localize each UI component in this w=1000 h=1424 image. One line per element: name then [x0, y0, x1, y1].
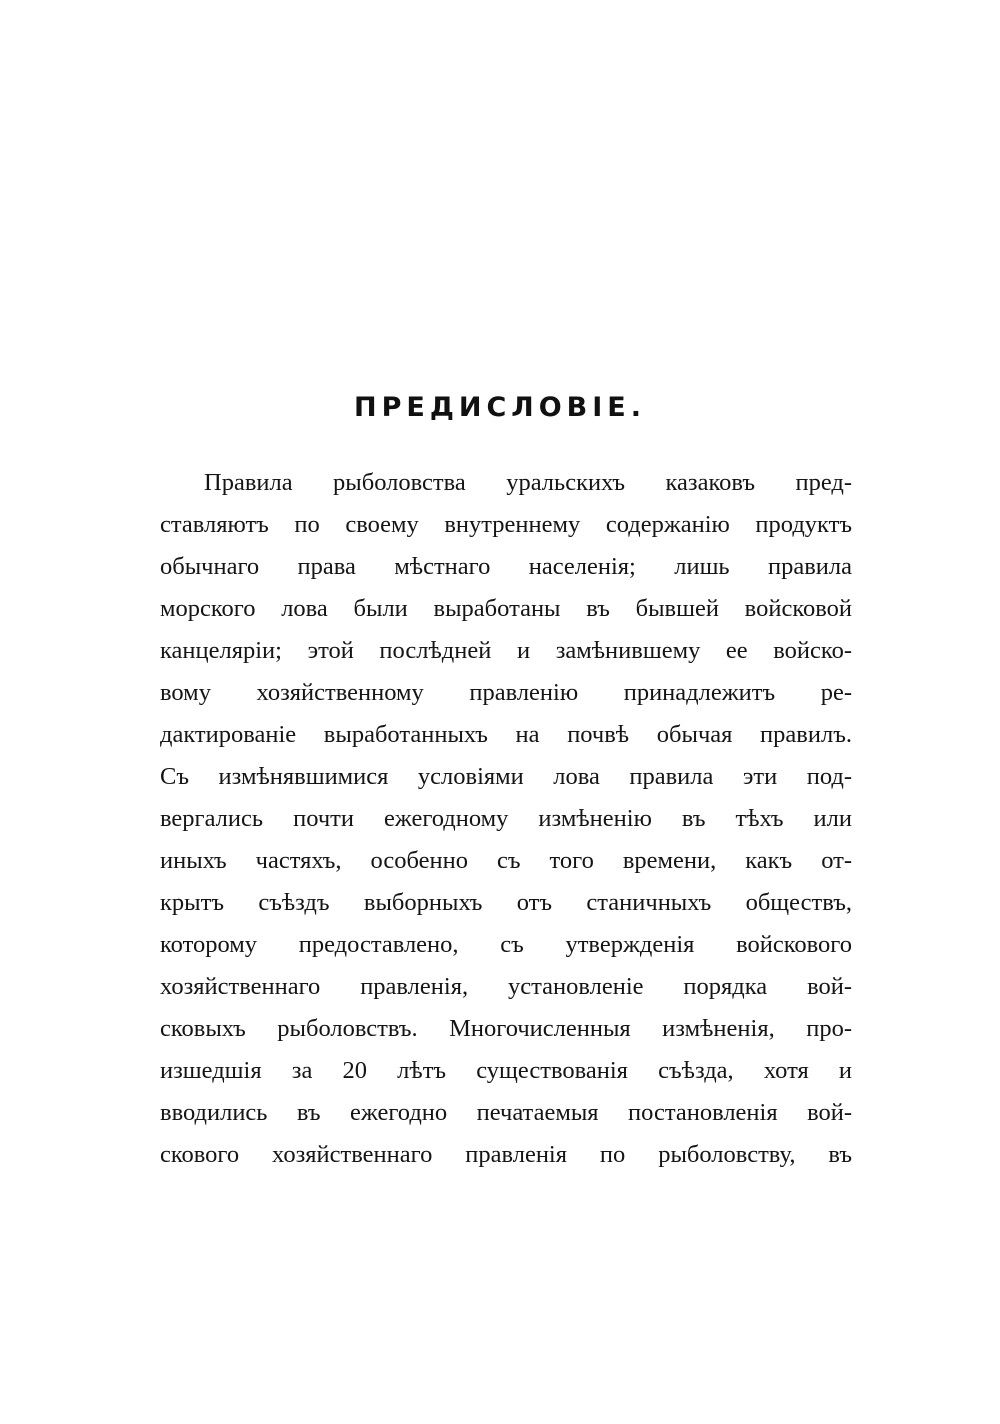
- text-line: хозяйственнаго правленія, установленіе порядка вой-: [160, 973, 852, 1000]
- text-line: ставляютъ по своему внутреннему содержанію продуктъ: [160, 511, 852, 538]
- page-title: ПРЕДИСЛОВІЕ.: [354, 392, 646, 423]
- preface-text: [160, 462, 852, 1176]
- text-line: скового хозяйственнаго правленія по рыболовству, въ: [160, 1141, 852, 1168]
- text-line: морского лова были выработаны въ бывшей войсковой: [160, 595, 852, 622]
- text-line: канцеляріи; этой послѣдней и замѣнившему ее войско-: [160, 637, 852, 664]
- text-line: изшедшія за 20 лѣтъ существованія съѣзда, хотя и: [160, 1057, 852, 1084]
- text-line: вводились въ ежегодно печатаемыя постановленія вой-: [160, 1099, 852, 1126]
- text-line: Съ измѣнявшимися условіями лова правила эти под-: [160, 763, 852, 790]
- text-line: сковыхъ рыболовствъ. Многочисленныя измѣненія, про-: [160, 1015, 852, 1042]
- text-line: которому предоставлено, съ утвержденія войскового: [160, 931, 852, 958]
- text-line: обычнаго права мѣстнаго населенія; лишь правила: [160, 553, 852, 580]
- text-line: Правила рыболовства уральскихъ казаковъ пред-: [204, 469, 852, 496]
- text-line: крытъ съѣздъ выборныхъ отъ станичныхъ обществъ,: [160, 889, 852, 916]
- text-line: вому хозяйственному правленію принадлежитъ ре-: [160, 679, 852, 706]
- text-line: иныхъ частяхъ, особенно съ того времени, какъ от-: [160, 847, 852, 874]
- text-line: вергались почти ежегодному измѣненію въ тѣхъ или: [160, 805, 852, 832]
- text-line: дактированіе выработанныхъ на почвѣ обычая правилъ.: [160, 721, 852, 748]
